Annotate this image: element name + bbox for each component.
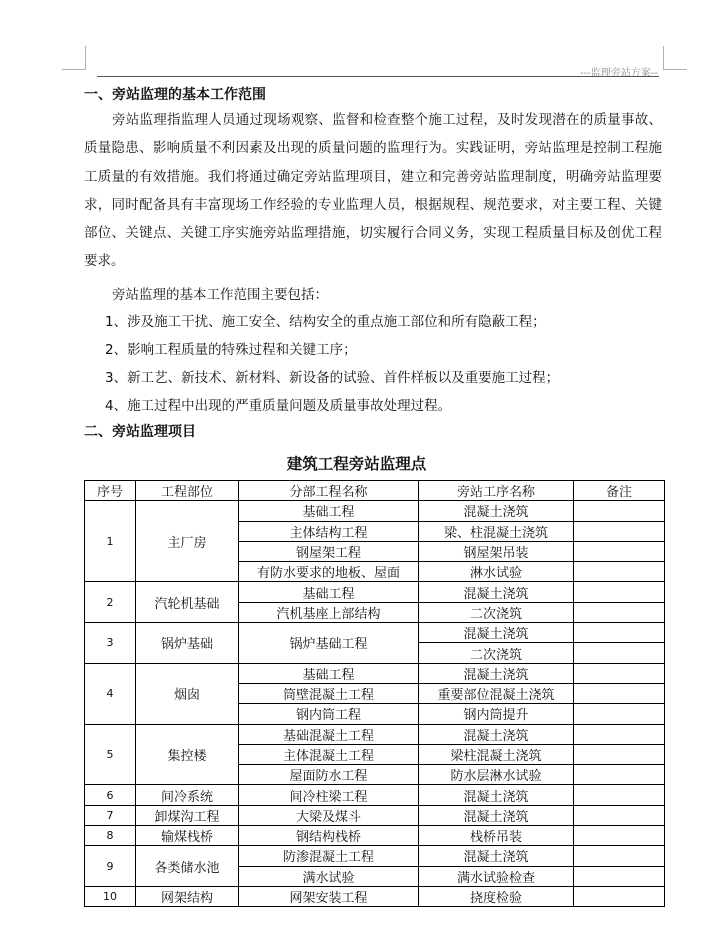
sub-project: 基础工程 bbox=[239, 663, 419, 683]
sub-project: 主体混凝土工程 bbox=[239, 744, 419, 764]
process-name: 挠度检验 bbox=[419, 886, 574, 906]
list-intro: 旁站监理的基本工作范围主要包括： bbox=[112, 287, 328, 303]
row-number: 9 bbox=[85, 846, 136, 887]
sub-project: 主体结构工程 bbox=[239, 521, 419, 541]
remark-cell bbox=[574, 765, 665, 785]
section-heading: 二、旁站监理项目 bbox=[84, 424, 196, 440]
project-part: 各类储水池 bbox=[136, 846, 239, 887]
remark-cell bbox=[574, 541, 665, 561]
project-part: 烟囱 bbox=[136, 663, 239, 724]
remark-cell bbox=[574, 744, 665, 764]
process-name: 混凝土浇筑 bbox=[419, 805, 574, 825]
sub-project: 有防水要求的地板、屋面 bbox=[239, 562, 419, 582]
list-item: 4、施工过程中出现的严重质量问题及质量事故处理过程。 bbox=[105, 398, 452, 414]
list-item: 3、新工艺、新技术、新材料、新设备的试验、首件样板以及重要施工过程； bbox=[105, 370, 560, 386]
crop-mark bbox=[62, 69, 86, 70]
remark-cell bbox=[574, 683, 665, 703]
table-row bbox=[85, 582, 665, 602]
project-part: 锅炉基础 bbox=[136, 623, 239, 664]
header-rule bbox=[97, 76, 659, 77]
process-name: 钢屋架吊装 bbox=[419, 541, 574, 561]
remark-cell bbox=[574, 602, 665, 622]
project-part: 汽轮机基础 bbox=[136, 582, 239, 623]
table-row bbox=[85, 846, 665, 866]
section-heading: 一、旁站监理的基本工作范围 bbox=[84, 87, 266, 103]
process-name: 混凝土浇筑 bbox=[419, 623, 574, 643]
process-name: 梁、柱混凝土浇筑 bbox=[419, 521, 574, 541]
sub-project: 基础混凝土工程 bbox=[239, 724, 419, 744]
list-item: 2、影响工程质量的特殊过程和关键工序； bbox=[105, 342, 357, 358]
row-number: 8 bbox=[85, 826, 136, 846]
sub-project: 筒壁混凝土工程 bbox=[239, 683, 419, 703]
remark-cell bbox=[574, 623, 665, 643]
sub-project: 屋面防水工程 bbox=[239, 765, 419, 785]
sub-project: 间冷柱梁工程 bbox=[239, 785, 419, 805]
row-number: 5 bbox=[85, 724, 136, 785]
row-number: 4 bbox=[85, 663, 136, 724]
process-name: 满水试验检查 bbox=[419, 866, 574, 886]
column-header: 旁站工序名称 bbox=[419, 481, 574, 501]
crop-mark bbox=[85, 46, 86, 70]
crop-mark bbox=[663, 46, 664, 70]
row-number: 6 bbox=[85, 785, 136, 805]
process-name: 混凝土浇筑 bbox=[419, 724, 574, 744]
row-number: 10 bbox=[85, 886, 136, 906]
row-number: 7 bbox=[85, 805, 136, 825]
remark-cell bbox=[574, 724, 665, 744]
remark-cell bbox=[574, 663, 665, 683]
sub-project: 汽机基座上部结构 bbox=[239, 602, 419, 622]
table-title: 建筑工程旁站监理点 bbox=[286, 455, 427, 473]
remark-cell bbox=[574, 785, 665, 805]
sub-project: 大梁及煤斗 bbox=[239, 805, 419, 825]
row-number: 2 bbox=[85, 582, 136, 623]
sub-project: 基础工程 bbox=[239, 582, 419, 602]
remark-cell bbox=[574, 562, 665, 582]
column-header: 工程部位 bbox=[136, 481, 239, 501]
process-name: 混凝土浇筑 bbox=[419, 846, 574, 866]
table-row bbox=[85, 623, 665, 643]
table-row bbox=[85, 826, 665, 846]
table-header-row bbox=[85, 481, 665, 501]
process-name: 栈桥吊装 bbox=[419, 826, 574, 846]
sub-project: 满水试验 bbox=[239, 866, 419, 886]
sub-project: 网架安装工程 bbox=[239, 886, 419, 906]
remark-cell bbox=[574, 704, 665, 724]
project-part: 间冷系统 bbox=[136, 785, 239, 805]
column-header: 分部工程名称 bbox=[239, 481, 419, 501]
process-name: 淋水试验 bbox=[419, 562, 574, 582]
row-number: 3 bbox=[85, 623, 136, 664]
process-name: 混凝土浇筑 bbox=[419, 785, 574, 805]
remark-cell bbox=[574, 826, 665, 846]
remark-cell bbox=[574, 805, 665, 825]
remark-cell bbox=[574, 643, 665, 663]
sub-project: 钢结构栈桥 bbox=[239, 826, 419, 846]
remark-cell bbox=[574, 582, 665, 602]
project-part: 集控楼 bbox=[136, 724, 239, 785]
table-row bbox=[85, 724, 665, 744]
project-part: 主厂房 bbox=[136, 501, 239, 582]
sub-project: 基础工程 bbox=[239, 501, 419, 521]
project-part: 卸煤沟工程 bbox=[136, 805, 239, 825]
row-number: 1 bbox=[85, 501, 136, 582]
supervision-table bbox=[84, 480, 665, 907]
process-name: 二次浇筑 bbox=[419, 602, 574, 622]
sub-project: 防渗混凝土工程 bbox=[239, 846, 419, 866]
process-name: 混凝土浇筑 bbox=[419, 663, 574, 683]
column-header: 序号 bbox=[85, 481, 136, 501]
project-part: 输煤栈桥 bbox=[136, 826, 239, 846]
table-row bbox=[85, 886, 665, 906]
remark-cell bbox=[574, 501, 665, 521]
table-row bbox=[85, 785, 665, 805]
project-part: 网架结构 bbox=[136, 886, 239, 906]
running-header: ---监理旁站方案-- bbox=[579, 68, 658, 79]
remark-cell bbox=[574, 866, 665, 886]
process-name: 重要部位混凝土浇筑 bbox=[419, 683, 574, 703]
list-item: 1、涉及施工干扰、施工安全、结构安全的重点施工部位和所有隐蔽工程； bbox=[105, 314, 546, 330]
process-name: 混凝土浇筑 bbox=[419, 501, 574, 521]
crop-mark bbox=[663, 69, 687, 70]
column-header: 备注 bbox=[574, 481, 665, 501]
process-name: 钢内筒提升 bbox=[419, 704, 574, 724]
remark-cell bbox=[574, 846, 665, 866]
process-name: 防水层淋水试验 bbox=[419, 765, 574, 785]
remark-cell bbox=[574, 521, 665, 541]
body-paragraph: 旁站监理指监理人员通过现场观察、监督和检查整个施工过程，及时发现潜在的质量事故、质量隐患、影响质量不利因素及出现的质量问题的监理行为。实践证明，旁站监理是控制工程施工质量的有效措施。我们将通过确定旁站监理项目，建立和完善旁站监理制度，明确旁站监理要求，同时配备具有丰富现场工作经验的专业监理人员，根据规程、规范要求，对主要工程、关键部位、关键点、关键工序实施旁站监理措施，切实履行合同义务，实现工程质量目标及创优工程要求。 bbox=[84, 112, 662, 270]
table-row bbox=[85, 805, 665, 825]
sub-project: 锅炉基础工程 bbox=[239, 623, 419, 664]
process-name: 二次浇筑 bbox=[419, 643, 574, 663]
table-row bbox=[85, 663, 665, 683]
process-name: 混凝土浇筑 bbox=[419, 582, 574, 602]
process-name: 梁柱混凝土浇筑 bbox=[419, 744, 574, 764]
table-row bbox=[85, 501, 665, 521]
remark-cell bbox=[574, 886, 665, 906]
sub-project: 钢屋架工程 bbox=[239, 541, 419, 561]
sub-project: 钢内筒工程 bbox=[239, 704, 419, 724]
